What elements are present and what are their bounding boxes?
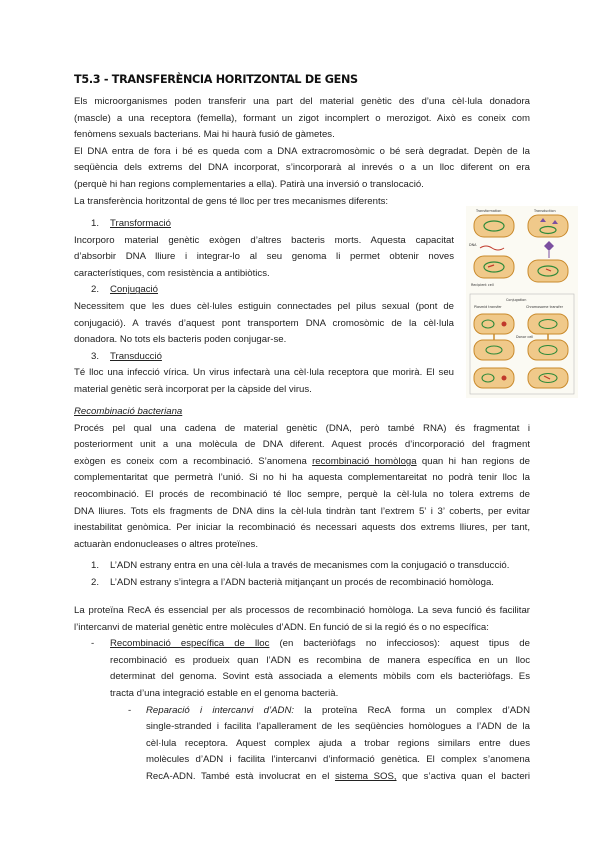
intro-line-2: (mascle) a una receptora (femella), formant un zigot incomplert o merozigot. Això es coneix com (74, 112, 530, 124)
recombination-line-7: inestabilitat genòmica. Per iniciar la recombinació és necessari aquests dos extrems lliures, per tant, (74, 522, 530, 534)
figure-label-dna: DNA (469, 243, 477, 247)
transformation-recipient-cell (474, 256, 514, 278)
conjugation-chromosome-cells (528, 314, 568, 388)
transduction-infected-cell (528, 215, 568, 237)
mechanism-1-line-3: característiques, com resistència a antibiòtics. (74, 267, 270, 279)
reca-line-2: l’intercanvi de material genètic entre molècules d’ADN. En funció de si la regió és o no específica: (74, 621, 489, 633)
mechanism-3-heading: Transducció (110, 350, 162, 362)
gene-transfer-figure (466, 206, 578, 398)
page-title: T5.3 - TRANSFERÈNCIA HORITZONTAL DE GENS (74, 73, 358, 86)
transduction-recipient-cell (528, 260, 568, 282)
step-1-text: L’ADN estrany entra en una cèl·lula a través de mecanismes com la conjugació o transducció. (110, 560, 510, 571)
step-1-number: 1. (91, 560, 100, 571)
mechanism-2-line-2: conjugació). A través d’aquest pont transportem DNA cromosòmic de la cèl·lula (74, 317, 454, 329)
step-2-number: 2. (91, 576, 100, 588)
mechanism-2-line-1: Necessitem que les dues cèl·lules estiguin connectades pel pilus sexual (pont de (74, 301, 454, 312)
recombination-line-8: actuaràn endonucleases o altres proteïnes. (74, 538, 259, 550)
figure-label-transformation: Transformation (476, 209, 502, 213)
mechanism-2-number: 2. (91, 284, 100, 296)
recombination-line-4: complementaritat que permetrà l’unió. Si no hi ha aquesta complementareitat no podrà tenir lloc la (74, 472, 530, 484)
figure-label-recipient-cell: Recipient cell (471, 283, 494, 287)
intro-line-5: seqüència dels extrems del DNA incorporat, s’incorporarà al inrevés o a un lloc diferent on era (74, 162, 530, 174)
sos-system-term: sistema SOS, (334, 771, 397, 782)
dna-repair-term: Reparació i intercanvi d’ADN: (146, 704, 295, 716)
recombination-line-5: reocombinació. El procés de recombinació té lloc sempre, perquè la cèl·lula no tolera extrems de (74, 489, 530, 500)
figure-label-chromosome-transfer: Chromosome transfer (526, 305, 563, 309)
bullet-2-line-2: single-stranded i facilita l’apallerament de les seqüències homòlogues a l’ADN de la (146, 721, 530, 733)
recombination-line-2: posteriorment unit a una molècula de DNA diferent. Aquest procés d’incorporació del fragment (74, 439, 530, 451)
mechanism-2-line-3: donadora. No tots els bacteris poden conjugar-se. (74, 334, 287, 346)
bullet-1-dash: - (91, 638, 95, 650)
recombination-heading: Recombinació bacteriana (74, 406, 183, 417)
mechanism-3-number: 3. (91, 350, 100, 362)
bullet-1-line-2: recombinació es produeix quan l’ADN es recombina de manera específica en un lloc (110, 654, 530, 666)
bullet-1-line-1: Recombinació específica de lloc (en bacteriòfags no infecciosos): aquest tipus de (110, 638, 530, 650)
bullet-1-line-3: determinat del genoma. Sovint està associada a elements mòbils com els bacteriòfags. Es (110, 671, 530, 683)
homologous-recombination-term: recombinació homòloga (312, 455, 417, 467)
recombination-line-1: Procés pel qual una cadena de material genètic (DNA, però també RNA) és fragmentat i (74, 422, 530, 434)
recombination-line-6: DNA lliures. Tots els fragments de DNA dins la cèl·lula tindràn tant l’extrem 5’ i 3’ coberts, per evitar (74, 505, 530, 517)
mechanism-3-line-2: material genètic serà incorporat per la càpside del virus. (74, 384, 312, 395)
intro-line-4: El DNA entra de fora i bé es queda com a DNA extracromosòmic o bé serà degradat. Depèn de la (74, 145, 530, 157)
mechanism-1-number: 1. (91, 218, 100, 229)
step-2-text: L’ADN estrany s’integra a l’ADN bacterià mitjançant un procés de recombinació homòloga. (110, 576, 494, 588)
bullet-1-line-4: tracta d’una integració estable en el genoma bacterià. (110, 688, 339, 699)
bullet-2-line-3: cèl·lula receptora. Aquest complex ajuda a trobar regions similars entre dues (146, 737, 530, 749)
bullet-2-dash: - (128, 704, 132, 716)
recombination-line-3: exògen es coneix com a recombinació. S’anomena recombinació homòloga quan hi han regions de (74, 455, 531, 467)
figure-label-plasmid-transfer: Plasmid transfer (474, 305, 502, 309)
site-specific-recombination-term: Recombinació específica de lloc (110, 638, 270, 650)
mechanism-2-heading: Conjugació (110, 284, 159, 296)
reca-line-1: La proteïna RecA és essencial per als processos de recombinació homòloga. La seva funció és facilitar (74, 605, 530, 616)
transformation-donor-cell (474, 215, 514, 237)
figure-label-transduction: Transduction (534, 209, 556, 213)
intro-line-6: (perquè hi han regions complementaries a ella). Patirà una inversió o translocació. (74, 179, 424, 190)
bullet-2-line-1: Reparació i intercanvi d’ADN: la proteïna RecA forma un complex d’ADN (146, 704, 530, 716)
bullet-2-line-4: molècules d’ADN i facilita l’intercanvi d’informació genètica. El complex s’anomena (146, 754, 530, 766)
figure-label-conjugation: Conjugation (506, 298, 527, 302)
mechanism-1-line-2: d’absorbir DNA lliure i integrar-lo al seu genoma li permet obtenir noves (74, 251, 454, 263)
intro-line-7: La transferència horitzontal de gens té lloc per tres mecanismes diferents: (74, 195, 389, 207)
conjugation-plasmid-cells (474, 314, 514, 388)
mechanism-3-line-1: Té lloc una infecció vírica. Un virus infectarà una cèl·lula receptora que morirà. El seu (74, 367, 454, 379)
bullet-2-line-5: RecA-ADN. També està involucrat en el sistema SOS, que s’activa quan el bacteri (146, 771, 530, 782)
mechanism-1-heading: Transformació (110, 218, 171, 229)
intro-line-3: fenòmens sexuals bacterians. Mai hi haurà fusió de gàmetes. (74, 129, 335, 141)
mechanism-1-line-1: Incorporo material genètic exògen d’altres bacteris morts. Aquesta capacitat (74, 234, 454, 246)
intro-line-1: Els microorganismes poden transferir una part del material genètic des d’una cèl·lula donadora (74, 96, 530, 107)
figure-label-donor-cell: Donor cell (516, 335, 534, 339)
